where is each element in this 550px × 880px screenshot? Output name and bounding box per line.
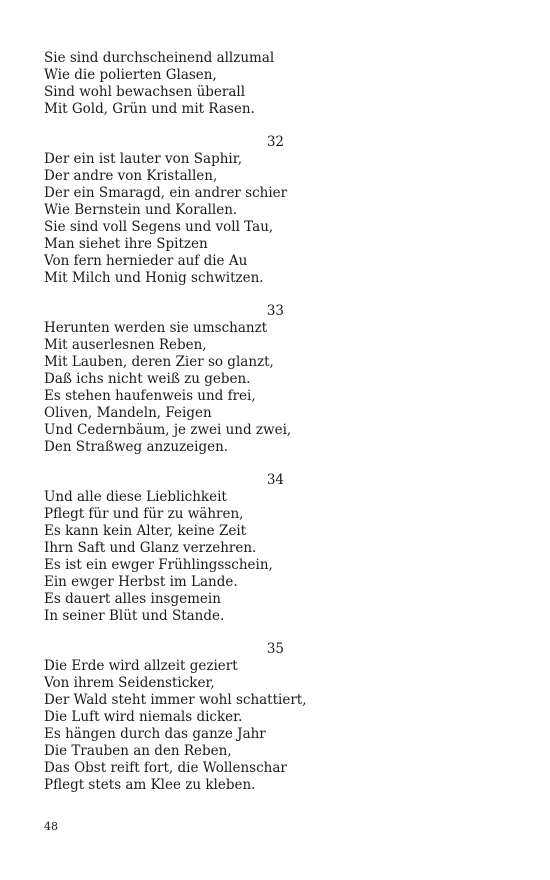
stanza — [44, 303, 292, 456]
stanza-number: 33 — [266, 303, 284, 319]
verse-line: Sind wohl bewachsen überall — [44, 84, 246, 100]
verse-line: In seiner Blüt und Stande. — [44, 608, 225, 624]
stanza-number: 34 — [266, 472, 284, 488]
verse-line: Es stehen haufenweis und frei, — [44, 388, 256, 404]
stanza — [44, 134, 288, 287]
verse-line: Die Trauben an den Reben, — [44, 743, 232, 759]
page-number: 48 — [44, 820, 58, 833]
verse-line: Daß ichs nicht weiß zu geben. — [44, 371, 251, 387]
verse-line: Mit Lauben, deren Zier so glanzt, — [44, 354, 274, 370]
verse-line: Der andre von Kristallen, — [44, 168, 218, 184]
verse-line: Ein ewger Herbst im Lande. — [44, 574, 238, 590]
verse-line: Die Erde wird allzeit geziert — [44, 658, 238, 674]
verse-line: Ihrn Saft und Glanz verzehren. — [44, 540, 257, 556]
verse-line: Es kann kein Alter, keine Zeit — [44, 523, 247, 539]
verse-line: Oliven, Mandeln, Feigen — [44, 405, 212, 421]
verse-line: Mit Milch und Honig schwitzen. — [44, 270, 264, 286]
verse-line: Der ein ist lauter von Saphir, — [44, 151, 242, 167]
stanza — [44, 641, 307, 794]
verse-line: Der Wald steht immer wohl schattiert, — [44, 692, 307, 708]
stanza — [44, 50, 284, 118]
verse-line: Das Obst reift fort, die Wollenschar — [44, 760, 287, 776]
stanza-number: 35 — [266, 641, 284, 657]
verse-line: Die Luft wird niemals dicker. — [44, 709, 243, 725]
verse-line: Wie die polierten Glasen, — [44, 67, 217, 83]
verse-line: Wie Bernstein und Korallen. — [44, 202, 238, 218]
verse-line: Sie sind voll Segens und voll Tau, — [44, 219, 274, 235]
verse-line: Man siehet ihre Spitzen — [44, 236, 208, 252]
verse-line: Von fern hernieder auf die Au — [44, 253, 248, 269]
verse-line: Den Straßweg anzuzeigen. — [44, 439, 229, 455]
verse-line: Der ein Smaragd, ein andrer schier — [44, 185, 288, 201]
verse-line: Es hängen durch das ganze Jahr — [44, 726, 266, 742]
stanza — [44, 472, 284, 625]
verse-line: Pflegt für und für zu währen, — [44, 506, 244, 522]
verse-line: Es ist ein ewger Frühlingsschein, — [44, 557, 273, 573]
verse-line: Mit auserlesnen Reben, — [44, 337, 207, 353]
verse-line: Und Cedernbäum, je zwei und zwei, — [44, 422, 292, 438]
verse-line: Von ihrem Seidensticker, — [44, 675, 215, 691]
verse-line: Herunten werden sie umschanzt — [44, 320, 268, 336]
verse-line: Sie sind durchscheinend allzumal — [44, 50, 275, 66]
verse-line: Es dauert alles insgemein — [44, 591, 221, 607]
poem — [44, 50, 307, 794]
verse-line: Pflegt stets am Klee zu kleben. — [44, 777, 256, 793]
verse-line: Mit Gold, Grün und mit Rasen. — [44, 101, 255, 117]
verse-line: Und alle diese Lieblichkeit — [44, 489, 227, 505]
stanza-number: 32 — [266, 134, 284, 150]
